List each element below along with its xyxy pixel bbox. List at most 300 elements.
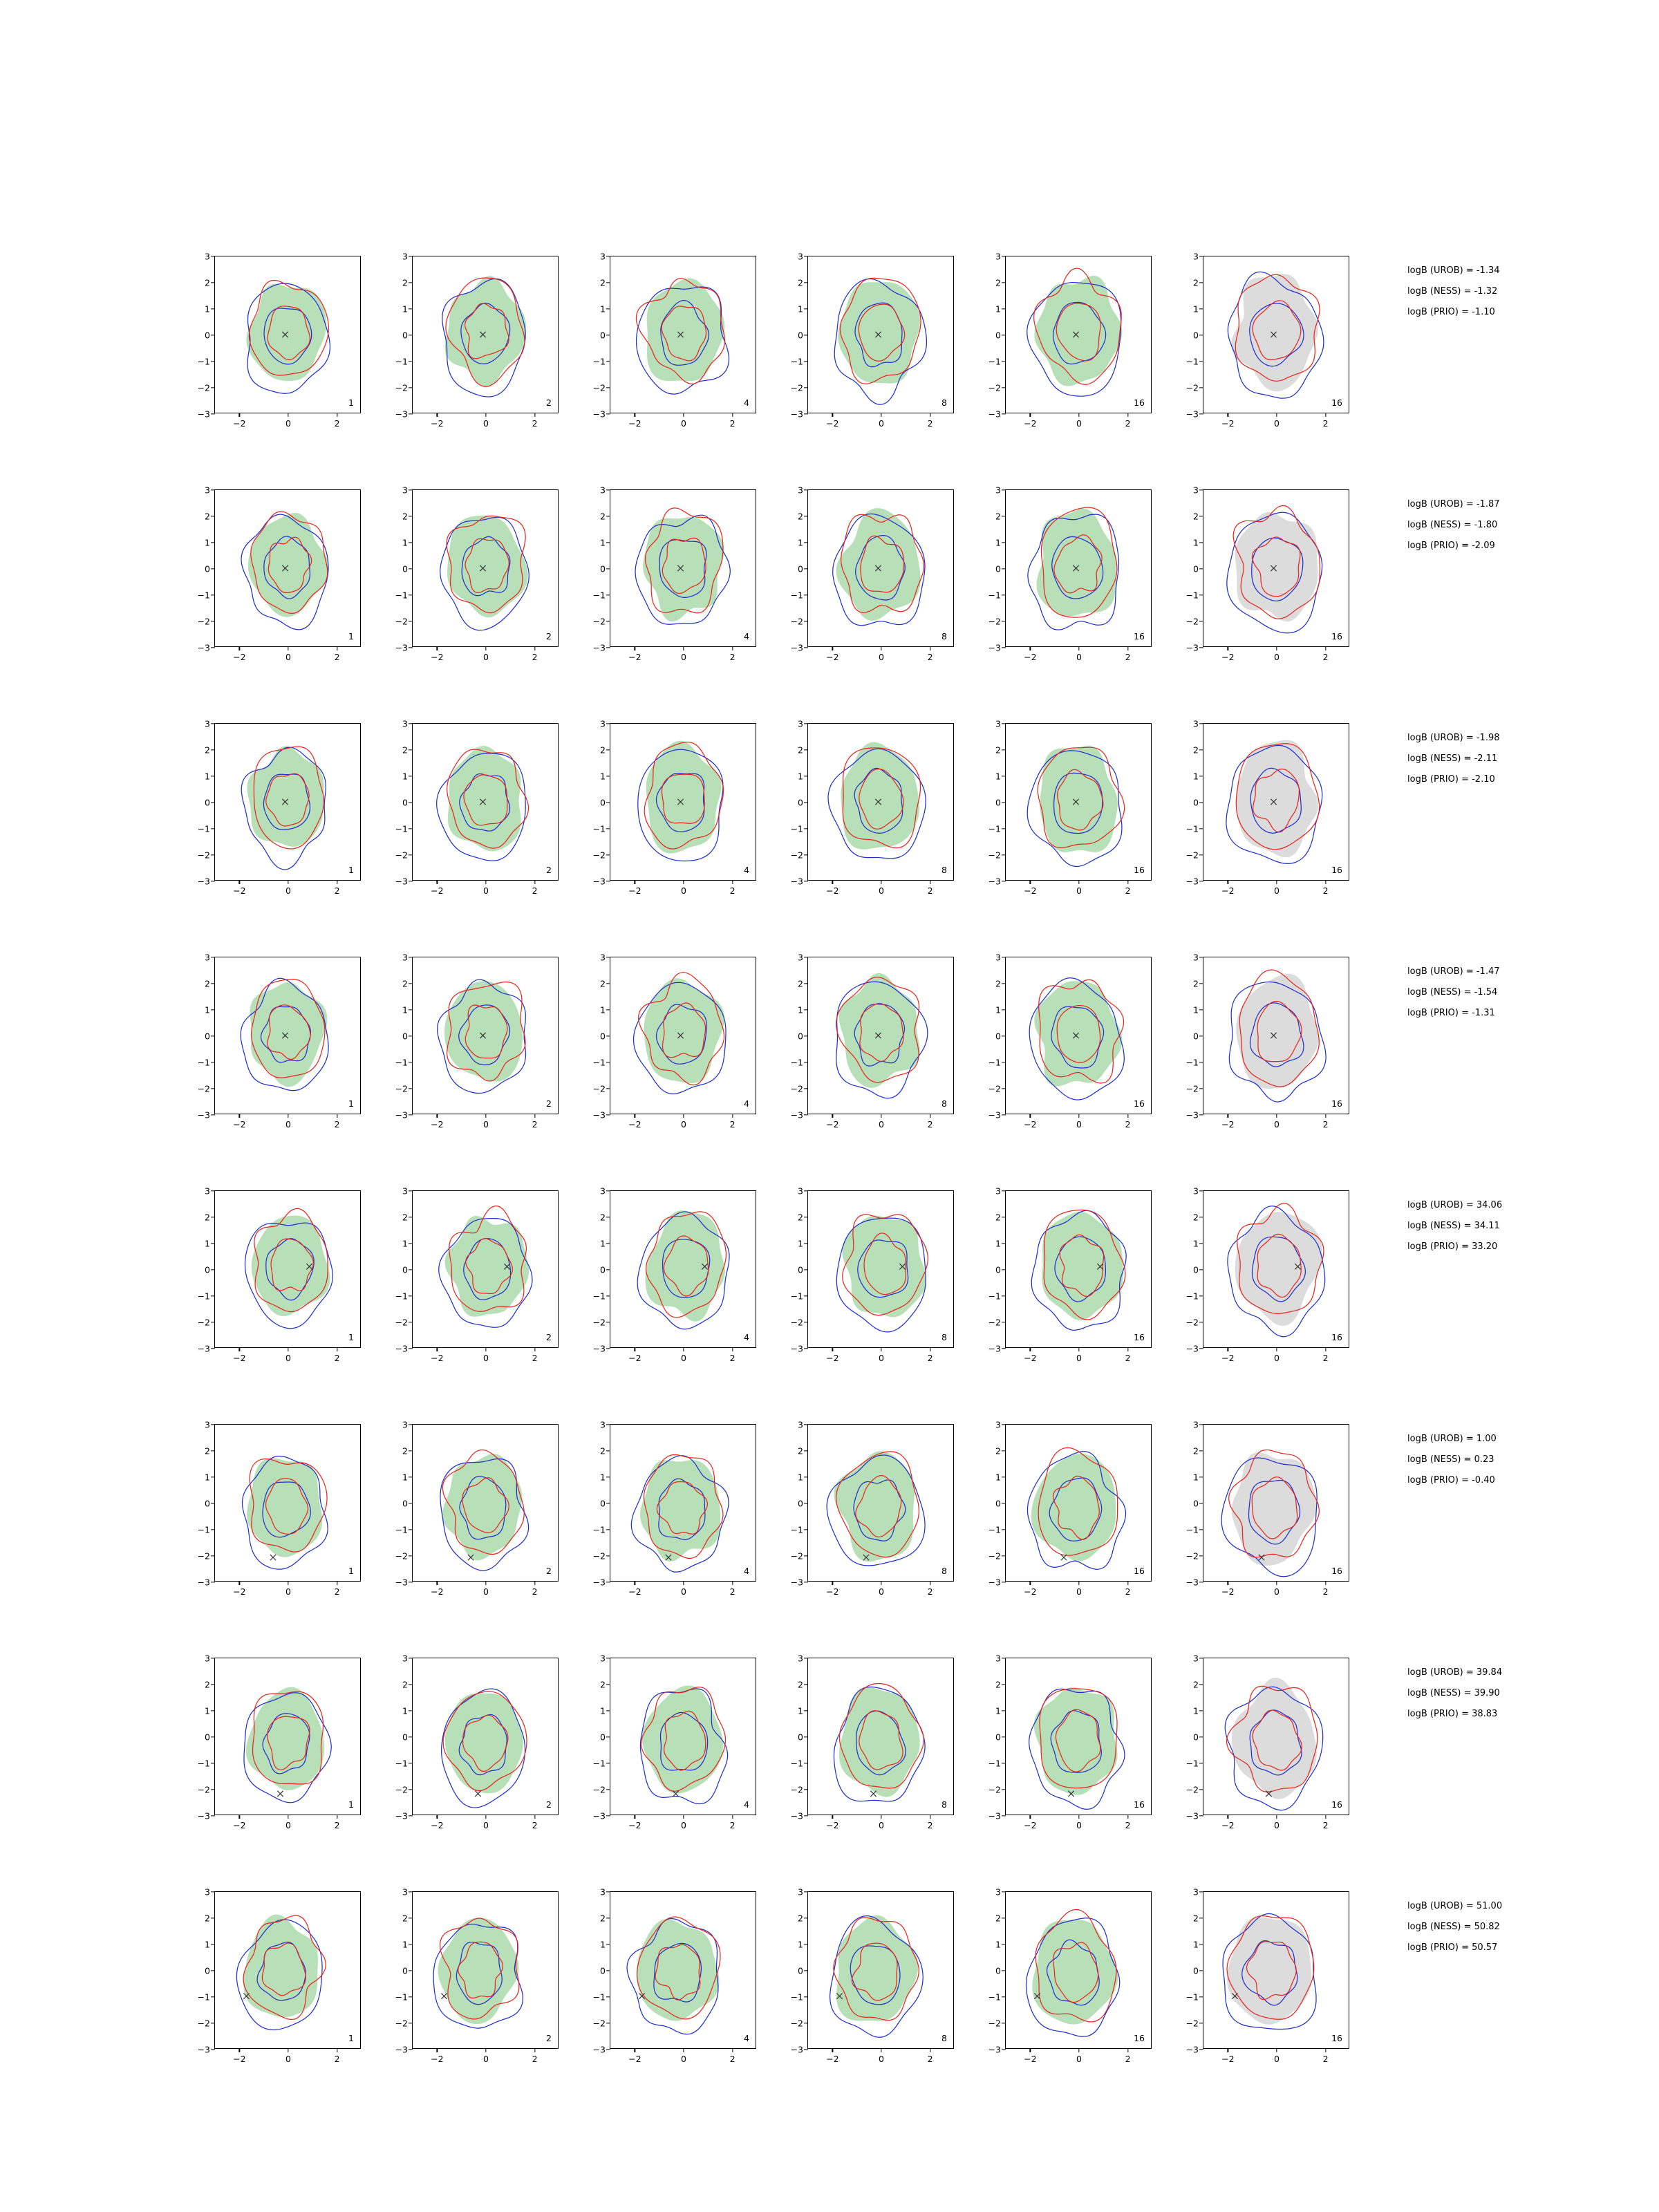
y-axis-tick-label: 0 xyxy=(402,1965,408,1976)
panel-axes xyxy=(1185,952,1349,1130)
y-axis-tick-label: −3 xyxy=(988,2044,1001,2055)
y-axis-tick-mark xyxy=(606,802,610,803)
log-bayes-factor-label: logB (UROB) = 34.06 xyxy=(1407,1200,1503,1210)
y-axis-tick-label: 3 xyxy=(995,1419,1001,1430)
y-axis-tick-label: −1 xyxy=(197,1057,210,1068)
y-axis-tick-mark xyxy=(409,828,413,829)
panel-axes xyxy=(1185,1886,1349,2064)
y-axis-tick-label: 0 xyxy=(205,330,210,341)
y-axis-tick-label: −2 xyxy=(988,382,1001,393)
x-axis-tick-mark xyxy=(485,1347,486,1351)
y-axis-tick-mark xyxy=(606,387,610,388)
x-axis-tick-label: −2 xyxy=(1221,2054,1235,2064)
x-axis-tick-mark xyxy=(485,1815,486,1819)
x-axis-tick-mark xyxy=(239,2048,240,2052)
panel-corner-label: 4 xyxy=(744,1799,749,1810)
panel-axes xyxy=(790,1653,954,1830)
y-axis-tick-label: −2 xyxy=(197,616,210,627)
y-axis-tick-label: −1 xyxy=(790,356,803,367)
y-axis-tick-mark xyxy=(1199,1088,1203,1089)
y-axis-tick-mark xyxy=(211,723,215,724)
y-axis-tick-label: −3 xyxy=(395,1810,408,1821)
y-axis-tick-label: −2 xyxy=(592,2018,606,2029)
y-axis-tick-mark xyxy=(1199,1450,1203,1451)
y-axis-tick-mark xyxy=(1002,1529,1006,1530)
x-axis-tick-mark xyxy=(832,1347,833,1351)
x-axis-tick-mark xyxy=(437,1347,438,1351)
y-axis-tick-label: −1 xyxy=(197,590,210,601)
y-axis-tick-label: 1 xyxy=(1193,1705,1199,1716)
y-axis-tick-mark xyxy=(211,594,215,595)
panel-corner-label: 16 xyxy=(1331,1098,1342,1109)
y-axis-tick-label: 3 xyxy=(402,1419,408,1430)
x-axis-tick-label: 2 xyxy=(532,1353,538,1363)
x-axis-tick-mark xyxy=(485,1114,486,1118)
y-axis-tick-label: 0 xyxy=(600,330,606,341)
y-axis-tick-mark xyxy=(1002,1891,1006,1892)
y-axis-tick-label: 2 xyxy=(402,511,408,522)
y-axis-tick-label: −3 xyxy=(395,642,408,653)
y-axis-tick-label: 2 xyxy=(995,1679,1001,1690)
y-axis-tick-mark xyxy=(1002,542,1006,543)
y-axis-tick-label: −3 xyxy=(197,1109,210,1121)
y-axis-tick-label: 2 xyxy=(205,277,210,288)
contour-panel xyxy=(1175,485,1355,662)
contour-panel xyxy=(187,1185,366,1363)
y-axis-tick-mark xyxy=(211,542,215,543)
y-axis-tick-mark xyxy=(804,1295,808,1296)
y-axis-tick-mark xyxy=(606,2049,610,2050)
y-axis-tick-label: 0 xyxy=(600,1732,606,1743)
y-axis-tick-label: 0 xyxy=(798,563,803,574)
y-axis-tick-mark xyxy=(1002,308,1006,309)
density-fill-region xyxy=(1235,1212,1322,1326)
x-axis-tick-label: 0 xyxy=(483,1353,489,1363)
density-fill-region xyxy=(248,513,329,617)
y-axis-tick-mark xyxy=(804,1114,808,1115)
y-axis-tick-mark xyxy=(606,1243,610,1244)
y-axis-tick-label: 3 xyxy=(205,251,210,262)
x-axis-tick-label: 0 xyxy=(681,1820,686,1830)
contour-panel xyxy=(780,251,959,429)
x-axis-tick-mark xyxy=(239,1815,240,1819)
y-axis-tick-mark xyxy=(1199,723,1203,724)
y-axis-tick-label: −3 xyxy=(592,876,606,887)
contour-panel xyxy=(977,952,1157,1130)
y-axis-tick-label: −2 xyxy=(790,1784,803,1795)
y-axis-tick-label: 2 xyxy=(798,1913,803,1924)
x-axis-tick-label: −2 xyxy=(431,1820,444,1830)
y-axis-tick-label: 3 xyxy=(205,1653,210,1664)
y-axis-tick-mark xyxy=(804,361,808,362)
y-axis-tick-label: 3 xyxy=(402,485,408,496)
truth-marker-cross xyxy=(441,1994,447,1999)
y-axis-tick-label: 3 xyxy=(205,952,210,963)
y-axis-tick-mark xyxy=(804,828,808,829)
x-axis-tick-label: 0 xyxy=(1274,1119,1280,1130)
y-axis-tick-label: 0 xyxy=(798,1498,803,1509)
y-axis-tick-label: 0 xyxy=(600,1264,606,1275)
y-axis-tick-label: 2 xyxy=(402,1913,408,1924)
contour-panel xyxy=(384,1886,564,2064)
y-axis-tick-mark xyxy=(409,1891,413,1892)
x-axis-tick-label: −2 xyxy=(826,418,839,429)
y-axis-tick-label: 0 xyxy=(1193,330,1199,341)
y-axis-tick-label: 1 xyxy=(995,1004,1001,1015)
y-axis-tick-mark xyxy=(1002,1114,1006,1115)
y-axis-tick-label: 0 xyxy=(205,1498,210,1509)
x-axis-tick-mark xyxy=(1030,1114,1031,1118)
panel-corner-label: 4 xyxy=(744,1098,749,1109)
y-axis-tick-label: 0 xyxy=(1193,1498,1199,1509)
y-axis-tick-label: 0 xyxy=(1193,797,1199,808)
x-axis-tick-label: 0 xyxy=(681,652,686,662)
y-axis-tick-label: 3 xyxy=(798,718,803,729)
row-annotation-block xyxy=(1407,966,1500,1029)
x-axis-tick-mark xyxy=(1325,880,1326,884)
y-axis-tick-label: 2 xyxy=(205,1913,210,1924)
y-axis-tick-label: −1 xyxy=(1185,1057,1199,1068)
y-axis-tick-mark xyxy=(1002,1684,1006,1685)
y-axis-tick-label: 3 xyxy=(995,718,1001,729)
y-axis-tick-mark xyxy=(1199,1815,1203,1816)
y-axis-tick-mark xyxy=(409,413,413,414)
y-axis-tick-mark xyxy=(1199,749,1203,750)
y-axis-tick-label: 1 xyxy=(798,1705,803,1716)
x-axis-tick-label: −2 xyxy=(431,1119,444,1130)
y-axis-tick-mark xyxy=(1199,1348,1203,1349)
truth-marker-cross xyxy=(870,1791,876,1797)
y-axis-tick-mark xyxy=(606,489,610,490)
x-axis-tick-label: −2 xyxy=(628,418,641,429)
y-axis-tick-label: 2 xyxy=(1193,744,1199,756)
y-axis-tick-label: 2 xyxy=(205,1212,210,1223)
panel-corner-label: 16 xyxy=(1331,865,1342,875)
panel-corner-label: 4 xyxy=(744,397,749,408)
panel-corner-label: 2 xyxy=(546,1799,552,1810)
y-axis-tick-label: 1 xyxy=(402,303,408,315)
y-axis-tick-mark xyxy=(211,1114,215,1115)
x-axis-tick-mark xyxy=(1030,880,1031,884)
contour-panel xyxy=(780,1419,959,1597)
y-axis-tick-mark xyxy=(409,1529,413,1530)
y-axis-tick-mark xyxy=(606,1996,610,1997)
y-axis-tick-label: 3 xyxy=(600,251,606,262)
x-axis-tick-label: −2 xyxy=(233,418,246,429)
x-axis-tick-mark xyxy=(832,646,833,650)
x-axis-tick-mark xyxy=(683,1114,684,1118)
y-axis-tick-mark xyxy=(804,1789,808,1790)
x-axis-tick-label: 2 xyxy=(729,1119,735,1130)
x-axis-tick-label: −2 xyxy=(1024,418,1037,429)
y-axis-tick-label: 1 xyxy=(798,537,803,548)
y-axis-tick-label: 1 xyxy=(995,303,1001,315)
contour-panel xyxy=(1175,1886,1355,2064)
y-axis-tick-label: 0 xyxy=(600,797,606,808)
y-axis-tick-label: −2 xyxy=(592,616,606,627)
x-axis-tick-label: 0 xyxy=(483,1820,489,1830)
y-axis-tick-label: 2 xyxy=(600,1212,606,1223)
y-axis-tick-label: 0 xyxy=(798,1965,803,1976)
x-axis-tick-mark xyxy=(1276,880,1277,884)
y-axis-tick-label: 0 xyxy=(995,1965,1001,1976)
y-axis-tick-label: 1 xyxy=(205,1939,210,1950)
panel-axes xyxy=(790,1886,954,2064)
y-axis-tick-label: 1 xyxy=(798,303,803,315)
x-axis-tick-label: 0 xyxy=(285,1820,291,1830)
x-axis-tick-mark xyxy=(1127,2048,1128,2052)
panel-axes xyxy=(395,952,559,1130)
y-axis-tick-label: 1 xyxy=(600,1705,606,1716)
x-axis-tick-mark xyxy=(1127,413,1128,417)
x-axis-tick-label: −2 xyxy=(826,885,839,896)
x-axis-tick-label: 2 xyxy=(927,1353,933,1363)
log-bayes-factor-label: logB (UROB) = -1.87 xyxy=(1407,499,1500,509)
y-axis-tick-label: 1 xyxy=(205,1705,210,1716)
contour-panel xyxy=(384,1653,564,1830)
y-axis-tick-label: 3 xyxy=(798,1653,803,1664)
y-axis-tick-mark xyxy=(409,308,413,309)
x-axis-tick-mark xyxy=(1078,1581,1079,1585)
y-axis-tick-label: 2 xyxy=(600,1679,606,1690)
density-fill-region xyxy=(834,1451,915,1562)
y-axis-tick-label: 1 xyxy=(205,771,210,782)
panel-axes xyxy=(1185,718,1349,896)
contour-panel xyxy=(780,718,959,896)
y-axis-tick-label: 3 xyxy=(205,1419,210,1430)
contour-panel xyxy=(384,251,564,429)
y-axis-tick-mark xyxy=(606,1891,610,1892)
y-axis-tick-label: 2 xyxy=(995,511,1001,522)
x-axis-tick-label: −2 xyxy=(1221,885,1235,896)
x-axis-tick-mark xyxy=(1030,1347,1031,1351)
y-axis-tick-label: 3 xyxy=(995,1185,1001,1197)
y-axis-tick-mark xyxy=(1199,387,1203,388)
x-axis-tick-label: 0 xyxy=(1076,652,1082,662)
y-axis-tick-mark xyxy=(804,568,808,569)
x-axis-tick-label: 2 xyxy=(729,418,735,429)
contour-panel xyxy=(187,1419,366,1597)
y-axis-tick-label: 0 xyxy=(1193,1732,1199,1743)
y-axis-tick-label: −1 xyxy=(1185,590,1199,601)
y-axis-tick-label: −1 xyxy=(790,1057,803,1068)
log-bayes-factor-label: logB (NESS) = -1.54 xyxy=(1407,987,1498,997)
y-axis-tick-mark xyxy=(211,1450,215,1451)
y-axis-tick-mark xyxy=(804,1736,808,1737)
y-axis-tick-label: −1 xyxy=(197,1758,210,1769)
y-axis-tick-mark xyxy=(409,1295,413,1296)
log-bayes-factor-label: logB (PRIO) = -1.10 xyxy=(1407,307,1495,317)
y-axis-tick-label: 1 xyxy=(402,771,408,782)
log-bayes-factor-label: logB (PRIO) = -2.10 xyxy=(1407,774,1495,785)
y-axis-tick-label: 1 xyxy=(600,1939,606,1950)
y-axis-tick-label: 2 xyxy=(600,1913,606,1924)
x-axis-tick-label: −2 xyxy=(431,1353,444,1363)
panel-axes xyxy=(197,1886,361,2064)
x-axis-tick-label: 2 xyxy=(1125,885,1131,896)
y-axis-tick-label: 2 xyxy=(1193,277,1199,288)
log-bayes-factor-label: logB (PRIO) = -1.31 xyxy=(1407,1008,1495,1018)
log-bayes-factor-label: logB (UROB) = 1.00 xyxy=(1407,1434,1497,1444)
x-axis-tick-mark xyxy=(239,646,240,650)
y-axis-tick-mark xyxy=(804,1970,808,1971)
y-axis-tick-mark xyxy=(1002,647,1006,648)
log-bayes-factor-label: logB (UROB) = 51.00 xyxy=(1407,1901,1503,1911)
x-axis-tick-label: 2 xyxy=(1322,1820,1329,1830)
y-axis-tick-label: 0 xyxy=(1193,563,1199,574)
y-axis-tick-mark xyxy=(409,1450,413,1451)
y-axis-tick-label: −1 xyxy=(395,1291,408,1302)
y-axis-tick-label: −2 xyxy=(197,850,210,861)
y-axis-tick-mark xyxy=(1002,1789,1006,1790)
x-axis-tick-label: 2 xyxy=(927,885,933,896)
x-axis-tick-label: 0 xyxy=(285,885,291,896)
panel-axes xyxy=(790,952,954,1130)
x-axis-tick-label: 2 xyxy=(1125,418,1131,429)
y-axis-tick-mark xyxy=(409,387,413,388)
panel-corner-label: 16 xyxy=(1134,1098,1145,1109)
y-axis-tick-mark xyxy=(606,1555,610,1556)
panel-axes xyxy=(592,1185,756,1363)
panel-axes xyxy=(1185,1653,1349,1830)
panel-axes xyxy=(197,718,361,896)
x-axis-tick-label: 2 xyxy=(729,1586,735,1597)
row-annotation-block xyxy=(1407,1434,1497,1496)
y-axis-tick-label: −3 xyxy=(790,409,803,420)
y-axis-tick-label: −3 xyxy=(988,1343,1001,1354)
y-axis-tick-label: 0 xyxy=(600,563,606,574)
y-axis-tick-label: −2 xyxy=(592,382,606,393)
y-axis-tick-mark xyxy=(211,1555,215,1556)
y-axis-tick-label: 0 xyxy=(600,1498,606,1509)
y-axis-tick-label: −3 xyxy=(1185,409,1199,420)
row-annotation-block xyxy=(1407,265,1500,328)
panel-axes xyxy=(988,485,1152,662)
y-axis-tick-label: −2 xyxy=(395,1784,408,1795)
y-axis-tick-label: −2 xyxy=(790,382,803,393)
x-axis-tick-mark xyxy=(832,413,833,417)
density-fill-region xyxy=(246,1687,324,1790)
y-axis-tick-mark xyxy=(211,1295,215,1296)
x-axis-tick-label: 2 xyxy=(927,1119,933,1130)
x-axis-tick-mark xyxy=(1325,1347,1326,1351)
x-axis-tick-label: −2 xyxy=(233,1353,246,1363)
x-axis-tick-label: 0 xyxy=(1274,652,1280,662)
y-axis-tick-mark xyxy=(804,2049,808,2050)
x-axis-tick-mark xyxy=(732,1581,733,1585)
y-axis-tick-mark xyxy=(211,1710,215,1711)
y-axis-tick-mark xyxy=(804,308,808,309)
panel-corner-label: 1 xyxy=(348,1799,354,1810)
y-axis-tick-mark xyxy=(804,1088,808,1089)
y-axis-tick-label: −1 xyxy=(592,1758,606,1769)
x-axis-tick-label: 0 xyxy=(879,652,884,662)
panel-corner-label: 8 xyxy=(941,865,947,875)
panel-axes xyxy=(790,1185,954,1363)
y-axis-tick-label: 2 xyxy=(1193,978,1199,989)
panel-corner-label: 2 xyxy=(546,631,552,641)
y-axis-tick-mark xyxy=(211,1789,215,1790)
y-axis-tick-mark xyxy=(804,413,808,414)
x-axis-tick-mark xyxy=(1078,1114,1079,1118)
y-axis-tick-mark xyxy=(606,723,610,724)
y-axis-tick-label: 2 xyxy=(995,744,1001,756)
panel-axes xyxy=(790,485,954,662)
y-axis-tick-mark xyxy=(804,594,808,595)
x-axis-tick-mark xyxy=(485,413,486,417)
panel-axes xyxy=(395,718,559,896)
contour-panel xyxy=(780,952,959,1130)
y-axis-tick-label: −1 xyxy=(1185,1291,1199,1302)
y-axis-tick-mark xyxy=(1002,723,1006,724)
y-axis-tick-mark xyxy=(804,1891,808,1892)
y-axis-tick-mark xyxy=(409,1815,413,1816)
log-bayes-factor-label: logB (UROB) = 39.84 xyxy=(1407,1667,1503,1678)
y-axis-tick-label: 2 xyxy=(1193,1212,1199,1223)
y-axis-tick-mark xyxy=(1002,1190,1006,1191)
y-axis-tick-mark xyxy=(804,802,808,803)
panel-axes xyxy=(790,251,954,429)
y-axis-tick-label: −1 xyxy=(1185,823,1199,834)
y-axis-tick-mark xyxy=(1199,1891,1203,1892)
y-axis-tick-label: 0 xyxy=(1193,1264,1199,1275)
y-axis-tick-label: −2 xyxy=(395,2018,408,2029)
x-axis-tick-label: −2 xyxy=(1221,1119,1235,1130)
x-axis-tick-label: −2 xyxy=(431,1586,444,1597)
y-axis-tick-label: 1 xyxy=(402,537,408,548)
y-axis-tick-label: −1 xyxy=(1185,356,1199,367)
y-axis-tick-label: 1 xyxy=(798,771,803,782)
y-axis-tick-mark xyxy=(211,1815,215,1816)
x-axis-tick-mark xyxy=(1078,413,1079,417)
y-axis-tick-mark xyxy=(606,1815,610,1816)
y-axis-tick-label: 1 xyxy=(1193,1472,1199,1483)
y-axis-tick-mark xyxy=(606,361,610,362)
contour-panel xyxy=(977,1886,1157,2064)
y-axis-tick-mark xyxy=(606,1269,610,1270)
y-axis-tick-label: 1 xyxy=(402,1004,408,1015)
y-axis-tick-mark xyxy=(211,1190,215,1191)
x-axis-tick-mark xyxy=(239,413,240,417)
y-axis-tick-mark xyxy=(1002,1736,1006,1737)
density-fill-region xyxy=(643,517,724,621)
x-axis-tick-mark xyxy=(1276,1114,1277,1118)
y-axis-tick-mark xyxy=(211,2049,215,2050)
y-axis-tick-label: 3 xyxy=(205,1185,210,1197)
x-axis-tick-mark xyxy=(534,646,535,650)
density-fill-region xyxy=(1034,276,1122,386)
x-axis-tick-label: 2 xyxy=(334,652,340,662)
y-axis-tick-label: 3 xyxy=(995,1653,1001,1664)
y-axis-tick-mark xyxy=(1199,308,1203,309)
y-axis-tick-label: −3 xyxy=(395,876,408,887)
y-axis-tick-mark xyxy=(1199,1996,1203,1997)
x-axis-tick-label: 0 xyxy=(1076,885,1082,896)
x-axis-tick-mark xyxy=(534,1581,535,1585)
y-axis-tick-mark xyxy=(1002,749,1006,750)
y-axis-tick-label: −3 xyxy=(197,642,210,653)
y-axis-tick-mark xyxy=(804,1035,808,1036)
y-axis-tick-mark xyxy=(1199,802,1203,803)
x-axis-tick-mark xyxy=(1276,646,1277,650)
density-fill-region xyxy=(642,1685,723,1793)
y-axis-tick-label: 1 xyxy=(798,1472,803,1483)
y-axis-tick-label: −2 xyxy=(592,1550,606,1562)
panel-corner-label: 16 xyxy=(1331,1566,1342,1576)
y-axis-tick-label: 1 xyxy=(995,1705,1001,1716)
x-axis-tick-label: 0 xyxy=(285,1586,291,1597)
y-axis-tick-mark xyxy=(409,1243,413,1244)
